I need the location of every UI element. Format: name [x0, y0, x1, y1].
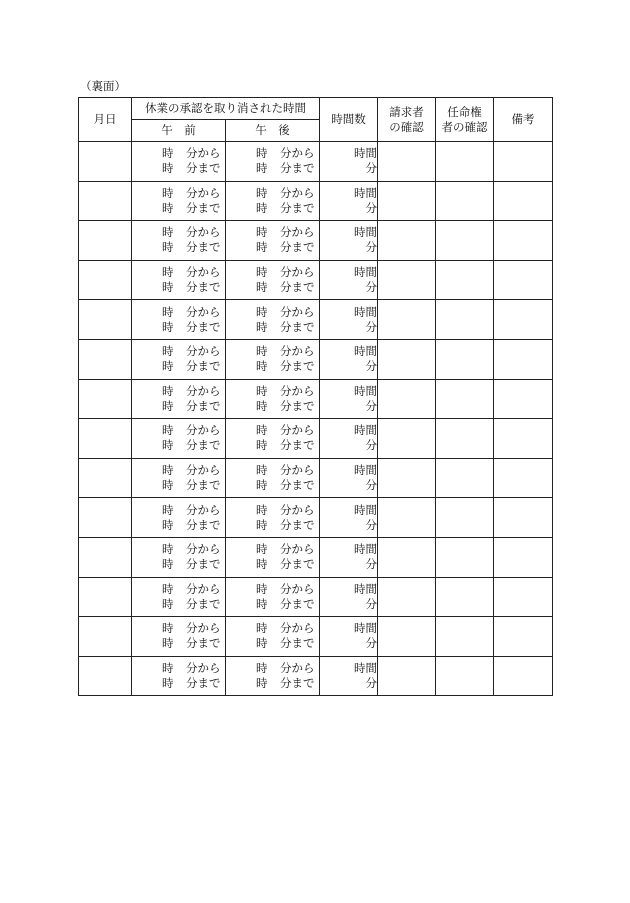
hour-label: 時: [162, 478, 174, 493]
hours-cell[interactable]: [320, 300, 378, 340]
requester-confirmation-cell[interactable]: [378, 300, 436, 340]
table-row: [79, 656, 553, 696]
minute-label: 分まで: [280, 319, 315, 334]
header-requester-line2: の確認: [389, 119, 424, 134]
duration-hours-label: 時間: [354, 463, 377, 478]
hour-label: 時: [162, 344, 174, 359]
minute-label: 分から: [280, 265, 315, 280]
hour-label: 時: [162, 319, 174, 334]
hours-cell[interactable]: [320, 221, 378, 261]
hour-label: 時: [256, 344, 268, 359]
hour-label: 時: [162, 463, 174, 478]
minute-label: 分まで: [280, 398, 315, 413]
pm-time-cell[interactable]: [226, 379, 320, 419]
hour-label: 時: [256, 581, 268, 596]
minute-label: 分から: [186, 621, 221, 636]
appointer-confirmation-cell[interactable]: [436, 379, 494, 419]
hours-cell[interactable]: [320, 181, 378, 221]
am-time-cell[interactable]: [132, 142, 226, 182]
minute-label: 分まで: [186, 676, 221, 691]
hour-label: 時: [162, 225, 174, 240]
remarks-cell[interactable]: [494, 260, 553, 300]
duration-hours-label: 時間: [354, 581, 377, 596]
am-time-cell[interactable]: [132, 300, 226, 340]
appointer-confirmation-cell[interactable]: [436, 617, 494, 657]
am-time-cell[interactable]: [132, 339, 226, 379]
form-body: [79, 142, 553, 696]
duration-hours-label: 時間: [354, 265, 377, 280]
date-cell[interactable]: [79, 458, 132, 498]
duration-hours-label: 時間: [354, 185, 377, 200]
remarks-cell[interactable]: [494, 458, 553, 498]
hour-label: 時: [162, 581, 174, 596]
hours-cell[interactable]: [320, 419, 378, 459]
hour-label: 時: [162, 359, 174, 374]
minute-label: 分まで: [280, 200, 315, 215]
header-hours: 時間数: [320, 98, 378, 142]
requester-confirmation-cell[interactable]: [378, 498, 436, 538]
requester-confirmation-cell[interactable]: [378, 537, 436, 577]
hours-cell[interactable]: [320, 379, 378, 419]
remarks-cell[interactable]: [494, 419, 553, 459]
hour-label: 時: [256, 636, 268, 651]
table-row: [79, 142, 553, 182]
hour-label: 時: [256, 661, 268, 676]
hour-label: 時: [162, 240, 174, 255]
remarks-cell[interactable]: [494, 181, 553, 221]
remarks-cell[interactable]: [494, 300, 553, 340]
minute-label: 分まで: [186, 636, 221, 651]
minute-label: 分まで: [280, 280, 315, 295]
hour-label: 時: [256, 225, 268, 240]
hour-label: 時: [256, 557, 268, 572]
minute-label: 分まで: [186, 478, 221, 493]
hour-label: 時: [256, 359, 268, 374]
header-pm: 午 後: [226, 120, 320, 142]
minute-label: 分から: [280, 344, 315, 359]
date-cell[interactable]: [79, 339, 132, 379]
pm-time-cell[interactable]: [226, 339, 320, 379]
header-date: 月日: [79, 98, 132, 142]
remarks-cell[interactable]: [494, 577, 553, 617]
duration-hours-label: 時間: [354, 542, 377, 557]
duration-minutes-label: 分: [365, 200, 377, 215]
date-cell[interactable]: [79, 142, 132, 182]
hours-cell[interactable]: [320, 577, 378, 617]
duration-minutes-label: 分: [365, 240, 377, 255]
duration-hours-label: 時間: [354, 502, 377, 517]
hour-label: 時: [162, 185, 174, 200]
minute-label: 分から: [186, 344, 221, 359]
minute-label: 分から: [280, 185, 315, 200]
table-row: [79, 537, 553, 577]
remarks-cell[interactable]: [494, 379, 553, 419]
date-cell[interactable]: [79, 617, 132, 657]
minute-label: 分から: [280, 542, 315, 557]
table-row: [79, 419, 553, 459]
hour-label: 時: [256, 240, 268, 255]
hour-label: 時: [256, 502, 268, 517]
minute-label: 分まで: [186, 200, 221, 215]
am-time-cell[interactable]: [132, 537, 226, 577]
header-requester-confirmation: [378, 98, 436, 142]
hours-cell[interactable]: [320, 142, 378, 182]
header-appointer-line1: 任命権: [447, 104, 482, 119]
pm-time-cell[interactable]: [226, 419, 320, 459]
minute-label: 分から: [186, 542, 221, 557]
appointer-confirmation-cell[interactable]: [436, 458, 494, 498]
pm-time-cell[interactable]: [226, 300, 320, 340]
appointer-confirmation-cell[interactable]: [436, 300, 494, 340]
minute-label: 分まで: [186, 398, 221, 413]
hour-label: 時: [162, 676, 174, 691]
pm-time-cell[interactable]: [226, 656, 320, 696]
hour-label: 時: [256, 185, 268, 200]
minute-label: 分から: [186, 463, 221, 478]
am-time-cell[interactable]: [132, 260, 226, 300]
minute-label: 分まで: [186, 517, 221, 532]
minute-label: 分まで: [186, 438, 221, 453]
hour-label: 時: [162, 438, 174, 453]
minute-label: 分から: [280, 661, 315, 676]
date-cell[interactable]: [79, 181, 132, 221]
minute-label: 分まで: [186, 161, 221, 176]
remarks-cell[interactable]: [494, 656, 553, 696]
minute-label: 分まで: [280, 240, 315, 255]
requester-confirmation-cell[interactable]: [378, 339, 436, 379]
hour-label: 時: [162, 398, 174, 413]
table-row: [79, 300, 553, 340]
hour-label: 時: [256, 398, 268, 413]
header-am: 午 前: [132, 120, 226, 142]
minute-label: 分から: [186, 265, 221, 280]
date-cell[interactable]: [79, 498, 132, 538]
table-row: [79, 458, 553, 498]
hour-label: 時: [256, 146, 268, 161]
hour-label: 時: [256, 200, 268, 215]
duration-minutes-label: 分: [365, 161, 377, 176]
pm-time-cell[interactable]: [226, 537, 320, 577]
table-row: [79, 221, 553, 261]
hour-label: 時: [256, 280, 268, 295]
minute-label: 分から: [280, 146, 315, 161]
duration-minutes-label: 分: [365, 636, 377, 651]
date-cell[interactable]: [79, 379, 132, 419]
hour-label: 時: [256, 478, 268, 493]
hour-label: 時: [256, 304, 268, 319]
hour-label: 時: [256, 161, 268, 176]
appointer-confirmation-cell[interactable]: [436, 181, 494, 221]
hour-label: 時: [256, 596, 268, 611]
hours-cell[interactable]: [320, 458, 378, 498]
duration-minutes-label: 分: [365, 596, 377, 611]
hour-label: 時: [162, 423, 174, 438]
duration-hours-label: 時間: [354, 146, 377, 161]
minute-label: 分から: [186, 304, 221, 319]
page-label: （裏面）: [80, 79, 126, 93]
minute-label: 分から: [280, 502, 315, 517]
minute-label: 分から: [186, 502, 221, 517]
appointer-confirmation-cell[interactable]: [436, 577, 494, 617]
hour-label: 時: [256, 542, 268, 557]
date-cell[interactable]: [79, 221, 132, 261]
duration-minutes-label: 分: [365, 557, 377, 572]
pm-time-cell[interactable]: [226, 142, 320, 182]
am-time-cell[interactable]: [132, 617, 226, 657]
duration-hours-label: 時間: [354, 383, 377, 398]
hour-label: 時: [256, 319, 268, 334]
minute-label: 分まで: [186, 557, 221, 572]
hour-label: 時: [162, 517, 174, 532]
minute-label: 分から: [186, 146, 221, 161]
appointer-confirmation-cell[interactable]: [436, 221, 494, 261]
requester-confirmation-cell[interactable]: [378, 419, 436, 459]
minute-label: 分まで: [186, 240, 221, 255]
minute-label: 分から: [186, 423, 221, 438]
pm-time-cell[interactable]: [226, 498, 320, 538]
leave-cancellation-table: [78, 97, 553, 696]
hour-label: 時: [162, 200, 174, 215]
minute-label: 分まで: [280, 676, 315, 691]
date-cell[interactable]: [79, 260, 132, 300]
am-time-cell[interactable]: [132, 221, 226, 261]
pm-time-cell[interactable]: [226, 577, 320, 617]
duration-minutes-label: 分: [365, 280, 377, 295]
header-requester-line1: 請求者: [389, 104, 424, 119]
duration-hours-label: 時間: [354, 661, 377, 676]
duration-hours-label: 時間: [354, 423, 377, 438]
table-row: [79, 379, 553, 419]
minute-label: 分まで: [280, 359, 315, 374]
minute-label: 分まで: [186, 359, 221, 374]
am-time-cell[interactable]: [132, 419, 226, 459]
minute-label: 分から: [280, 383, 315, 398]
hour-label: 時: [256, 463, 268, 478]
requester-confirmation-cell[interactable]: [378, 656, 436, 696]
requester-confirmation-cell[interactable]: [378, 181, 436, 221]
remarks-cell[interactable]: [494, 221, 553, 261]
remarks-cell[interactable]: [494, 617, 553, 657]
hour-label: 時: [162, 542, 174, 557]
appointer-confirmation-cell[interactable]: [436, 142, 494, 182]
duration-minutes-label: 分: [365, 676, 377, 691]
pm-time-cell[interactable]: [226, 181, 320, 221]
minute-label: 分から: [280, 581, 315, 596]
duration-minutes-label: 分: [365, 398, 377, 413]
hour-label: 時: [256, 676, 268, 691]
header-cancelled-period: 休業の承認を取り消された時間: [132, 98, 320, 120]
duration-minutes-label: 分: [365, 438, 377, 453]
appointer-confirmation-cell[interactable]: [436, 339, 494, 379]
hour-label: 時: [162, 161, 174, 176]
hour-label: 時: [162, 502, 174, 517]
requester-confirmation-cell[interactable]: [378, 617, 436, 657]
minute-label: 分まで: [186, 280, 221, 295]
hour-label: 時: [162, 304, 174, 319]
minute-label: 分まで: [280, 161, 315, 176]
minute-label: 分から: [186, 185, 221, 200]
table-row: [79, 181, 553, 221]
remarks-cell[interactable]: [494, 537, 553, 577]
hour-label: 時: [162, 265, 174, 280]
minute-label: 分から: [280, 423, 315, 438]
pm-time-cell[interactable]: [226, 458, 320, 498]
hour-label: 時: [162, 636, 174, 651]
duration-hours-label: 時間: [354, 344, 377, 359]
table-row: [79, 339, 553, 379]
hour-label: 時: [162, 280, 174, 295]
am-time-cell[interactable]: [132, 379, 226, 419]
requester-confirmation-cell[interactable]: [378, 221, 436, 261]
table-row: [79, 498, 553, 538]
minute-label: 分から: [280, 225, 315, 240]
hours-cell[interactable]: [320, 656, 378, 696]
requester-confirmation-cell[interactable]: [378, 458, 436, 498]
minute-label: 分から: [280, 304, 315, 319]
hour-label: 時: [162, 383, 174, 398]
minute-label: 分まで: [280, 596, 315, 611]
appointer-confirmation-cell[interactable]: [436, 260, 494, 300]
table-row: [79, 577, 553, 617]
pm-time-cell[interactable]: [226, 617, 320, 657]
minute-label: 分まで: [280, 478, 315, 493]
minute-label: 分まで: [186, 319, 221, 334]
hour-label: 時: [162, 146, 174, 161]
header-appointer-line2: 者の確認: [441, 119, 488, 134]
hour-label: 時: [256, 423, 268, 438]
header-remarks: 備考: [494, 98, 553, 142]
minute-label: 分から: [280, 621, 315, 636]
minute-label: 分まで: [280, 438, 315, 453]
remarks-cell[interactable]: [494, 142, 553, 182]
hour-label: 時: [256, 621, 268, 636]
hour-label: 時: [256, 438, 268, 453]
minute-label: 分から: [186, 383, 221, 398]
duration-minutes-label: 分: [365, 478, 377, 493]
minute-label: 分まで: [280, 636, 315, 651]
duration-hours-label: 時間: [354, 225, 377, 240]
date-cell[interactable]: [79, 419, 132, 459]
am-time-cell[interactable]: [132, 181, 226, 221]
duration-minutes-label: 分: [365, 359, 377, 374]
minute-label: 分から: [186, 225, 221, 240]
hour-label: 時: [162, 621, 174, 636]
hours-cell[interactable]: [320, 339, 378, 379]
date-cell[interactable]: [79, 300, 132, 340]
requester-confirmation-cell[interactable]: [378, 577, 436, 617]
duration-hours-label: 時間: [354, 304, 377, 319]
remarks-cell[interactable]: [494, 339, 553, 379]
minute-label: 分から: [186, 581, 221, 596]
minute-label: 分から: [186, 661, 221, 676]
am-time-cell[interactable]: [132, 577, 226, 617]
minute-label: 分まで: [280, 517, 315, 532]
minute-label: 分まで: [186, 596, 221, 611]
hour-label: 時: [256, 265, 268, 280]
hours-cell[interactable]: [320, 537, 378, 577]
pm-time-cell[interactable]: [226, 260, 320, 300]
hour-label: 時: [256, 383, 268, 398]
date-cell[interactable]: [79, 656, 132, 696]
minute-label: 分から: [280, 463, 315, 478]
appointer-confirmation-cell[interactable]: [436, 419, 494, 459]
am-time-cell[interactable]: [132, 458, 226, 498]
duration-hours-label: 時間: [354, 621, 377, 636]
hours-cell[interactable]: [320, 260, 378, 300]
appointer-confirmation-cell[interactable]: [436, 656, 494, 696]
remarks-cell[interactable]: [494, 498, 553, 538]
table-row: [79, 260, 553, 300]
hours-cell[interactable]: [320, 498, 378, 538]
hour-label: 時: [256, 517, 268, 532]
duration-minutes-label: 分: [365, 319, 377, 334]
appointer-confirmation-cell[interactable]: [436, 537, 494, 577]
requester-confirmation-cell[interactable]: [378, 260, 436, 300]
minute-label: 分まで: [280, 557, 315, 572]
requester-confirmation-cell[interactable]: [378, 142, 436, 182]
am-time-cell[interactable]: [132, 656, 226, 696]
hours-cell[interactable]: [320, 617, 378, 657]
header-appointer-confirmation: [436, 98, 494, 142]
pm-time-cell[interactable]: [226, 221, 320, 261]
requester-confirmation-cell[interactable]: [378, 379, 436, 419]
duration-minutes-label: 分: [365, 517, 377, 532]
hour-label: 時: [162, 596, 174, 611]
date-cell[interactable]: [79, 577, 132, 617]
table-row: [79, 617, 553, 657]
hour-label: 時: [162, 557, 174, 572]
date-cell[interactable]: [79, 537, 132, 577]
am-time-cell[interactable]: [132, 498, 226, 538]
hour-label: 時: [162, 661, 174, 676]
appointer-confirmation-cell[interactable]: [436, 498, 494, 538]
